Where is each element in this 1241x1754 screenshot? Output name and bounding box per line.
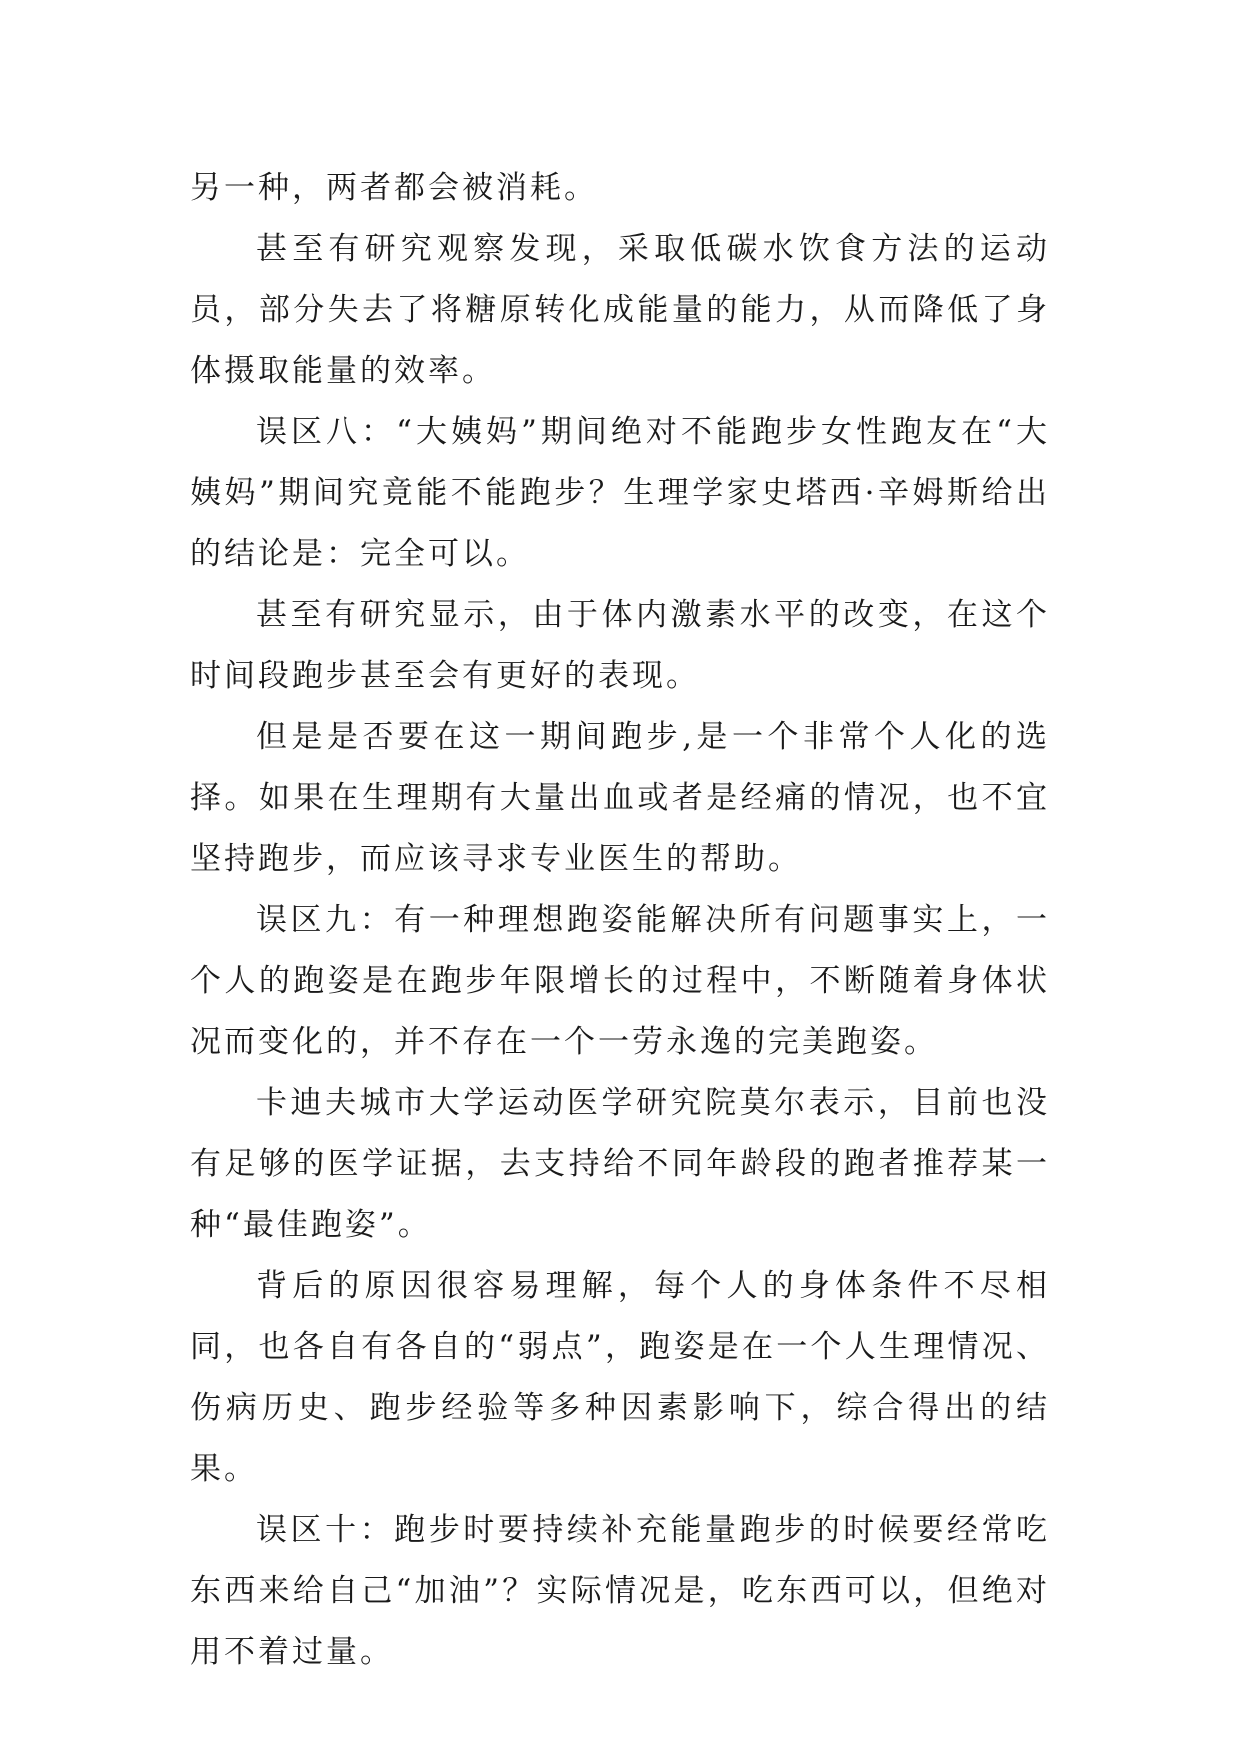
paragraph-low-carb: 甚至有研究观察发现，采取低碳水饮食方法的运动员，部分失去了将糖原转化成能量的能力，从而降低了身体摄取能量的效率。 [190,231,1050,389]
paragraph-continuation: 另一种，两者都会被消耗。 [190,170,598,206]
paragraph-myth-nine: 误区九：有一种理想跑姿能解决所有问题事实上，一个人的跑姿是在跑步年限增长的过程中，不断随着身体状况而变化的，并不存在一个一劳永逸的完美跑姿。 [190,902,1050,1060]
paragraph-hormone-study: 甚至有研究显示，由于体内激素水平的改变，在这个时间段跑步甚至会有更好的表现。 [190,597,1050,694]
paragraph-personal-choice: 但是是否要在这一期间跑步,是一个非常个人化的选择。如果在生理期有大量出血或者是经痛的情况，也不宜坚持跑步，而应该寻求专业医生的帮助。 [190,719,1050,877]
paragraph-reasons: 背后的原因很容易理解，每个人的身体条件不尽相同，也各自有各自的“弱点”，跑姿是在一个人生理情况、伤病历史、跑步经验等多种因素影响下，综合得出的结果。 [190,1268,1050,1487]
paragraph-myth-eight: 误区八：“大姨妈”期间绝对不能跑步女性跑友在“大姨妈”期间究竟能不能跑步？生理学家史塔西·辛姆斯给出的结论是：完全可以。 [190,414,1050,572]
paragraph-cardiff-study: 卡迪夫城市大学运动医学研究院莫尔表示，目前也没有足够的医学证据，去支持给不同年龄段的跑者推荐某一种“最佳跑姿”。 [190,1085,1050,1243]
document-body [190,158,1050,1683]
paragraph-myth-ten: 误区十：跑步时要持续补充能量跑步的时候要经常吃东西来给自己“加油”？实际情况是，吃东西可以，但绝对用不着过量。 [190,1512,1050,1670]
